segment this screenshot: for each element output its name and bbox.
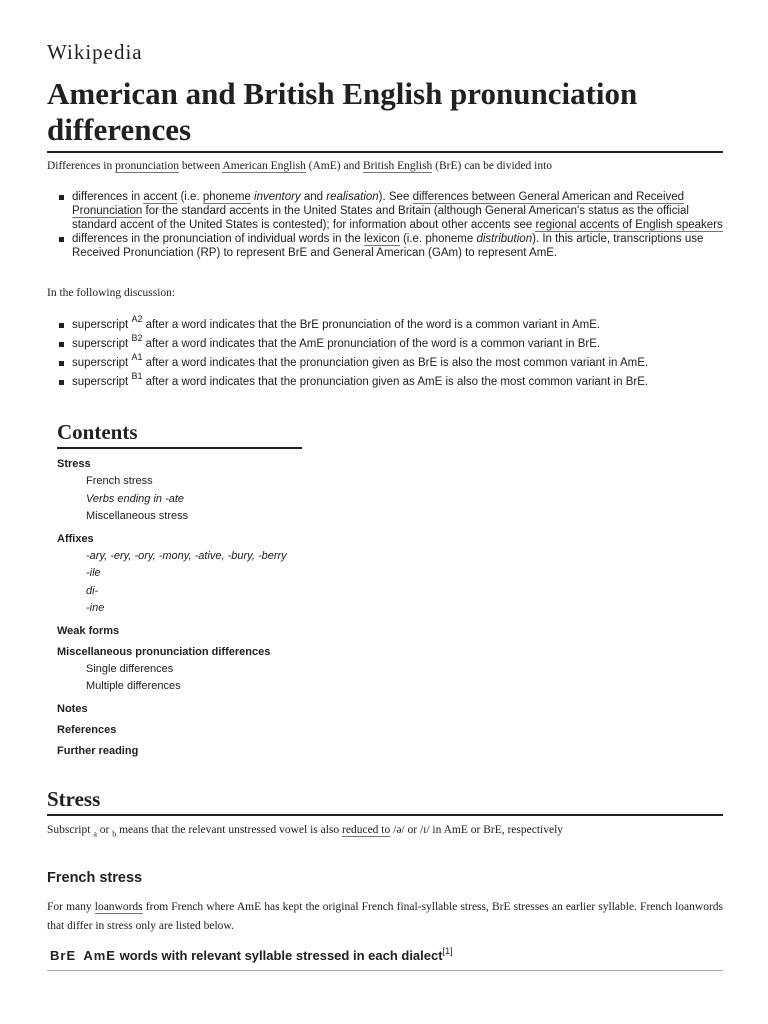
list-item: differences in the pronunciation of individual words in the lexicon (i.e. phoneme distribution). In this article, transcriptions use Received Pronunciation (RP) to represent BrE and General American (GAm) to represent AmE. bbox=[47, 232, 727, 260]
superscript-marker: B2 bbox=[131, 333, 143, 343]
link-differences-ga-rp[interactable]: differences between General American and Received Pronunciation bbox=[72, 191, 685, 217]
list-item: superscript $^{B2}$ after a word indicates that the AmE pronunciation of the word is a common variant in BrE. bbox=[47, 337, 727, 351]
discussion-list bbox=[47, 314, 727, 389]
link-reduced-to[interactable]: reduced to bbox=[342, 824, 391, 836]
link-phoneme[interactable]: phoneme bbox=[202, 191, 251, 203]
toc-item-multiple-differences[interactable]: Multiple differences bbox=[86, 680, 181, 692]
toc-item-misc-stress[interactable]: Miscellaneous stress bbox=[86, 510, 189, 522]
superscript-marker: A2 bbox=[131, 314, 143, 324]
toc-item-verbs-ending-ate[interactable]: Verbs ending in -ate bbox=[86, 492, 185, 505]
toc-item-ile[interactable]: -ile bbox=[86, 567, 101, 579]
subsection-heading-french-stress: French stress bbox=[47, 870, 143, 886]
link-british-english[interactable]: British English bbox=[362, 160, 433, 172]
section-rule bbox=[47, 814, 723, 816]
table-caption: BrE AmE words with relevant syllable stressed in each dialect[1] bbox=[50, 946, 453, 963]
table-of-contents bbox=[57, 456, 357, 760]
title-rule bbox=[47, 151, 723, 153]
toc-item-ary-ery[interactable]: -ary, -ery, -ory, -mony, -ative, -bury, -berry bbox=[86, 549, 287, 562]
list-item: superscript $^{A1}$ after a word indicates that the pronunciation given as BrE is also the most common variant in AmE. bbox=[47, 356, 727, 370]
toc-item-ine[interactable]: -ine bbox=[86, 602, 105, 614]
toc-item-further-reading[interactable]: Further reading bbox=[57, 744, 139, 757]
list-item: superscript $^{A2}$ after a word indicates that the BrE pronunciation of the word is a common variant in AmE. bbox=[47, 318, 727, 332]
toc-item-french-stress[interactable]: French stress bbox=[86, 475, 153, 487]
toc-item-misc-pronunciation[interactable]: Miscellaneous pronunciation differences bbox=[57, 645, 271, 658]
table-rule bbox=[47, 970, 723, 971]
list-item: differences in accent (i.e. phoneme inventory and realisation). See differences between General American and Received Pronunciation for the standard accents in the United States and Britain (although General American's status as the official standard accent of the United States is contested); for information about other accents see regional accents of English speakers bbox=[47, 190, 727, 232]
stress-paragraph: Subscript $_a$ or $_b$ means that the relevant unstressed vowel is also reduced to /ə/ or /ɪ/ in AmE or BrE, respectively bbox=[47, 824, 564, 839]
toc-item-notes[interactable]: Notes bbox=[57, 702, 88, 715]
toc-item-di[interactable]: di- bbox=[86, 584, 99, 597]
page-title: American and British English pronunciation differences bbox=[47, 76, 638, 147]
superscript-marker: A1 bbox=[131, 352, 143, 362]
toc-item-single-differences[interactable]: Single differences bbox=[86, 662, 174, 675]
toc-item-weak-forms[interactable]: Weak forms bbox=[57, 624, 120, 637]
superscript-marker: B1 bbox=[131, 371, 143, 381]
toc-title: Contents bbox=[57, 420, 138, 444]
link-regional-accents[interactable]: regional accents of English speakers bbox=[535, 219, 723, 231]
toc-item-references[interactable]: References bbox=[57, 723, 117, 736]
link-pronunciation[interactable]: pronunciation bbox=[115, 160, 179, 172]
section-heading-stress: Stress bbox=[47, 787, 101, 811]
reference-link[interactable]: [1] bbox=[442, 946, 453, 956]
toc-item-affixes[interactable]: Affixes bbox=[57, 532, 94, 545]
toc-rule bbox=[57, 447, 302, 449]
discussion-lead: In the following discussion: bbox=[47, 287, 176, 299]
link-loanwords[interactable]: loanwords bbox=[94, 901, 143, 913]
list-item: superscript $^{B1}$ after a word indicates that the pronunciation given as AmE is also the most common variant in BrE. bbox=[47, 375, 727, 389]
link-accent[interactable]: accent bbox=[143, 191, 178, 203]
toc-item-stress[interactable]: Stress bbox=[57, 458, 91, 470]
wikipedia-logo[interactable]: Wikipedia bbox=[47, 40, 143, 64]
intro-bullet-list bbox=[47, 190, 727, 260]
link-lexicon[interactable]: lexicon bbox=[363, 233, 400, 245]
french-stress-paragraph: For many loanwords from French where AmE has kept the original French final-syllable stress, BrE stresses an earlier syllable. French loanwords that differ in stress only are listed below. bbox=[47, 901, 723, 932]
intro-paragraph: Differences in pronunciation between American English (AmE) and British English (BrE) can be divided into bbox=[47, 160, 553, 172]
link-american-english[interactable]: American English bbox=[222, 160, 306, 172]
